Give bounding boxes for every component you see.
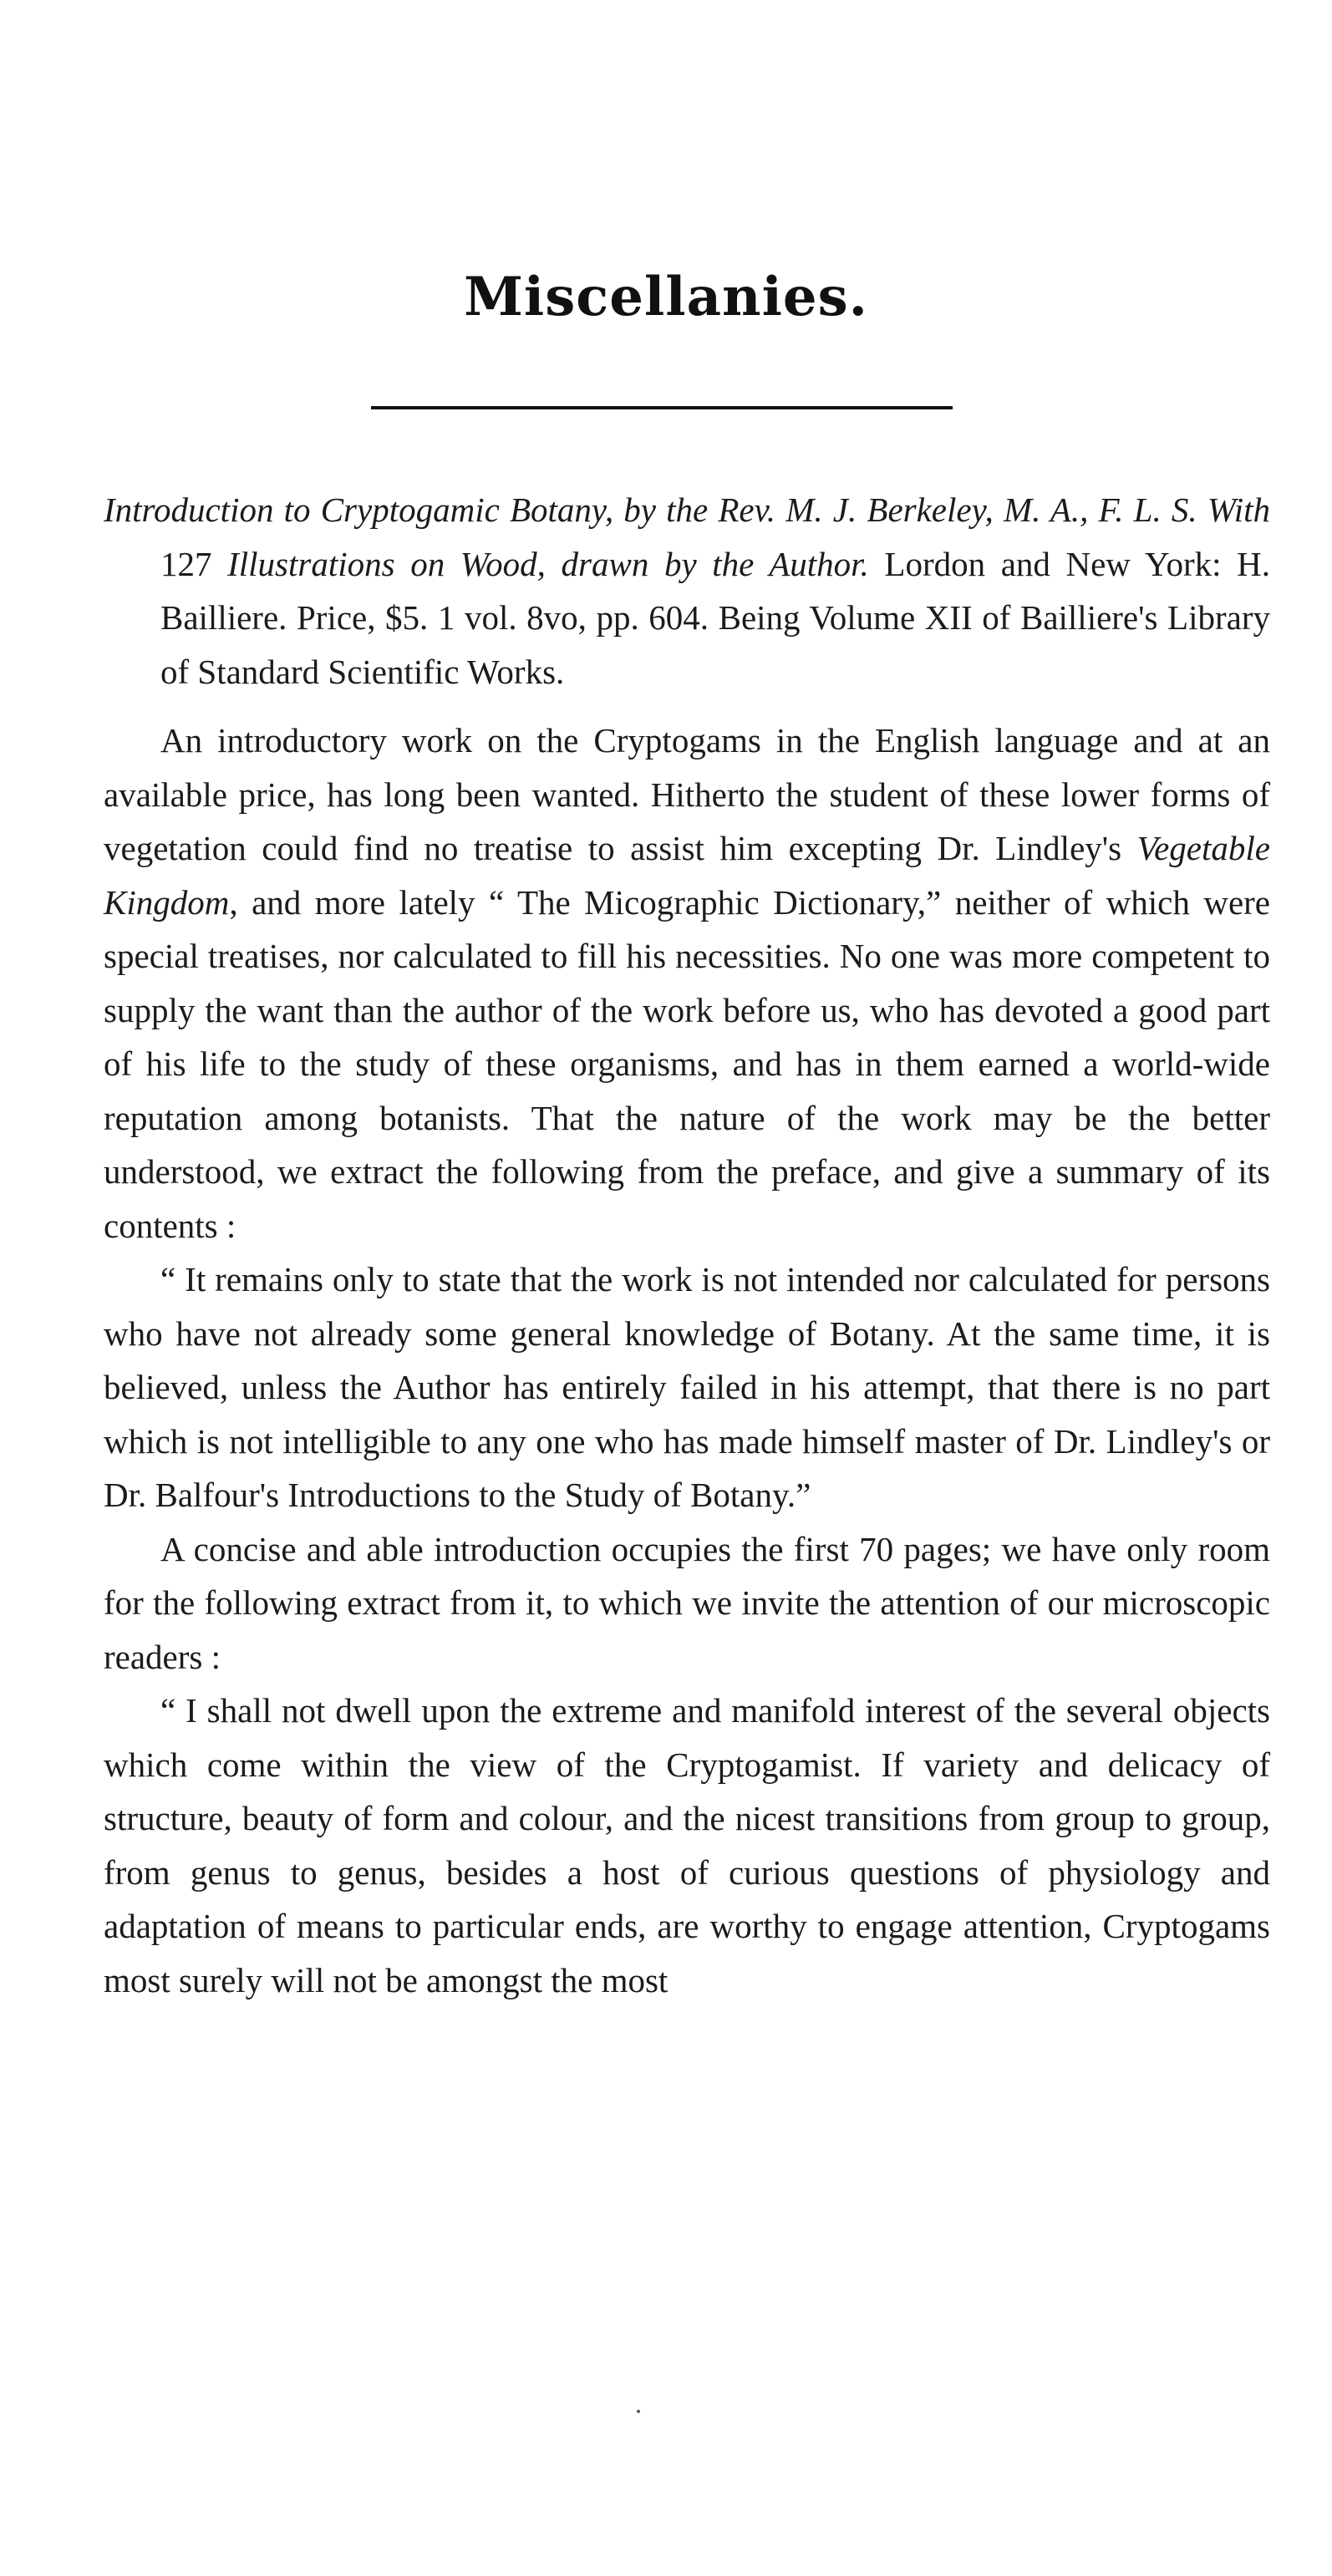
paragraph-preface-quote: “ It remains only to state that the work is not intended nor calculated for persons who have not already some general knowledge of Botany. At the same time, it is believed, unless the Author has entirely failed in his attempt, that there is no part which is not intelligible to any one who has made himself master of Dr. Lindley's or Dr. Balfour's Introductions to the Study of Botany.” [104,1260,1270,1514]
paragraph-extract-quote: “ I shall not dwell upon the extreme and manifold interest of the several objects which come within the view of the Cryptogamist. If variety and delicacy of structure, beauty of form and colour, and the nicest transitions from group to group, from genus to genus, besides a host of curious questions of physiology and adaptation of means to particular ends, are worthy to engage attention, Cryptogams most surely will not be amongst the most [104,1691,1270,1999]
citation-illustration-count: 127 [160,544,228,583]
citation-title: Introduction to Cryptogamic Botany, by the Rev. M. J. Berkeley, M. A., F. L. S. With [104,490,1270,529]
citation-illustrations: Illustrations on Wood, drawn by the Author. [227,544,869,583]
paragraph-intro [104,714,1270,1252]
page-speck [637,2410,640,2413]
paragraph-intro-text-b: , and more lately “ The Micographic Dictionary,” neither of which were special treatises, nor calculated to fill his necessities. No one was more competent to supply the want than the author of the work before us, who has devoted a good part of his life to the study of these organisms, and has in them earned a world-wide reputation among botanists. That the nature of the work may be the better understood, we extract the following from the preface, and give a summary of its contents : [104,882,1270,1245]
book-citation [104,483,1270,699]
title-divider [371,406,953,409]
paragraph-introduction-summary: A concise and able introduction occupies the first 70 pages; we have only room for the following extract from it, to which we invite the attention of our microscopic readers : [104,1529,1270,1676]
paragraph-intro-text-a: An introductory work on the Cryptogams in the English language and at an available price, has long been wanted. Hitherto the student of these lower forms of vegetation could find no treatise to assist him excepting Dr. Lindley's [104,721,1270,867]
page-title: Miscellanies. [464,266,868,328]
article-body [104,483,1270,2007]
paragraph-intro-italic: Vegetable Kingdom [104,829,1270,922]
citation-publication: Lordon and New York: H. Bailliere. Price, $5. 1 vol. 8vo, pp. 604. Being Volume XII of Bailliere's Library of Standard Scientific Works. [160,544,1271,691]
